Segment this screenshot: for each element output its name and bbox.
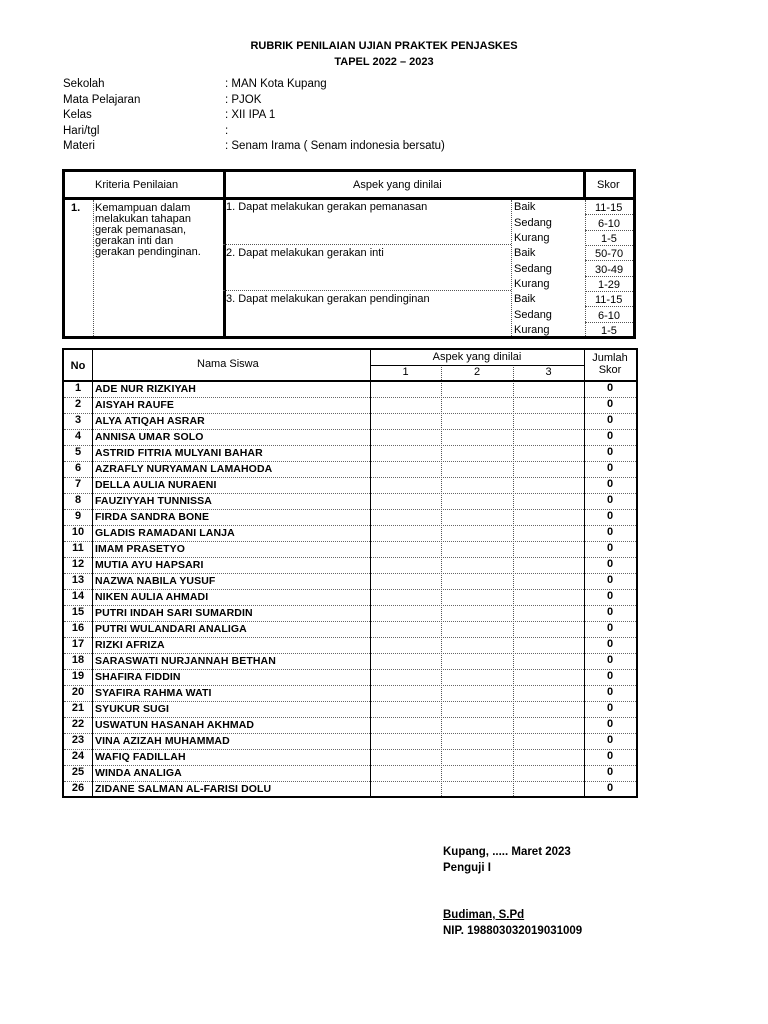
rubric-kriteria-line: melakukan tahapan: [95, 213, 192, 225]
total-score: 0: [606, 574, 614, 586]
table-row: [64, 781, 636, 797]
row-number: 9: [74, 510, 82, 522]
rubric-col-divider: [583, 172, 586, 200]
student-name: NAZWA NABILA YUSUF: [95, 575, 216, 587]
student-name: MUTIA AYU HAPSARI: [95, 559, 204, 571]
info-label: Kelas: [63, 109, 92, 121]
info-value: : MAN Kota Kupang: [225, 78, 327, 90]
total-score: 0: [606, 590, 614, 602]
rubric-kriteria-line: gerakan inti dan: [95, 235, 174, 247]
table-row: [64, 637, 636, 653]
table-row: [64, 717, 636, 733]
rubric-kriteria-line: gerak pemanasan,: [95, 224, 187, 236]
students-header-aspek-2: 2: [473, 366, 481, 378]
total-score: 0: [606, 782, 614, 794]
table-row: [64, 685, 636, 701]
student-name: USWATUN HASANAH AKHMAD: [95, 719, 255, 731]
rubric-level-score: 1-5: [601, 233, 617, 245]
row-number: 3: [74, 414, 82, 426]
rubric-level-label: Baik: [514, 293, 536, 305]
student-name: NIKEN AULIA AHMADI: [95, 591, 209, 603]
info-value: :: [225, 124, 229, 137]
rubric-dotted-row: [585, 245, 633, 246]
rubric-level-label: Kurang: [514, 232, 550, 244]
rubric-aspect-name: 1. Dapat melakukan gerakan pemanasan: [226, 201, 428, 213]
rubric-level-score: 1-5: [601, 325, 617, 337]
row-number: 6: [74, 462, 82, 474]
total-score: 0: [606, 558, 614, 570]
row-number: 21: [71, 702, 85, 714]
table-row: [64, 477, 636, 493]
info-row-materi: [63, 140, 563, 156]
table-row: [64, 605, 636, 621]
row-number: 8: [74, 494, 82, 506]
info-value: : PJOK: [225, 93, 262, 106]
rubric-dotted-row: [585, 306, 633, 307]
total-score: 0: [606, 606, 614, 618]
row-number: 2: [74, 398, 82, 410]
student-name: FIRDA SANDRA BONE: [95, 511, 210, 523]
students-header-skor: Skor: [598, 364, 622, 376]
rubric-aspect-name: 3. Dapat melakukan gerakan pendinginan: [226, 293, 430, 305]
info-row-mapel: [63, 94, 563, 110]
total-score: 0: [606, 494, 614, 506]
table-row: [64, 573, 636, 589]
rubric-number: 1.: [71, 202, 81, 214]
rubric-header-skor: Skor: [597, 179, 620, 191]
table-row: [64, 525, 636, 541]
student-name: GLADIS RAMADANI LANJA: [95, 527, 235, 539]
rubric-dotted-col: [585, 200, 586, 336]
row-number: 24: [71, 750, 85, 762]
rubric-dotted-row: [585, 260, 633, 261]
students-header-aspek: Aspek yang dinilai: [432, 351, 522, 363]
row-number: 15: [71, 606, 85, 618]
signature-place-date: Kupang, ..... Maret 2023: [443, 846, 571, 858]
total-score: 0: [606, 702, 614, 714]
student-name: AISYAH RAUFE: [95, 399, 174, 411]
rubric-level-label: Sedang: [514, 217, 552, 229]
total-score: 0: [606, 686, 614, 698]
students-header-jumlah: Jumlah: [592, 352, 628, 364]
table-row: [64, 765, 636, 781]
total-score: 0: [606, 542, 614, 554]
total-score: 0: [606, 478, 614, 490]
student-name: ADE NUR RIZKIYAH: [95, 383, 196, 395]
info-value: : Senam Irama ( Senam indonesia bersatu): [225, 140, 445, 152]
total-score: 0: [606, 430, 614, 442]
row-number: 20: [71, 686, 85, 698]
total-score: 0: [606, 622, 614, 634]
info-row-sekolah: [63, 78, 563, 94]
student-name: SYUKUR SUGI: [95, 703, 170, 715]
row-number: 23: [71, 734, 85, 746]
rubric-level-score: 11-15: [595, 294, 623, 306]
row-number: 1: [74, 382, 82, 394]
table-row: [64, 589, 636, 605]
rubric-dotted-row: [585, 230, 633, 231]
row-number: 13: [71, 574, 85, 586]
signature-name: Budiman, S.Pd: [443, 909, 525, 921]
student-name: VINA AZIZAH MUHAMMAD: [95, 735, 230, 747]
rubric-level-score: 50-70: [595, 248, 624, 260]
row-number: 11: [72, 542, 84, 554]
student-name: RIZKI AFRIZA: [95, 639, 165, 651]
rubric-kriteria-line: Kemampuan dalam: [95, 202, 191, 214]
total-score: 0: [606, 718, 614, 730]
info-row-hari: [63, 125, 563, 141]
rubric-level-label: Baik: [514, 247, 536, 259]
rubric-dotted-row: [585, 291, 633, 292]
total-score: 0: [606, 750, 614, 762]
student-name: SARASWATI NURJANNAH BETHAN: [95, 655, 276, 667]
table-row: [64, 429, 636, 445]
student-name: WINDA ANALIGA: [95, 767, 182, 779]
student-name: ASTRID FITRIA MULYANI BAHAR: [95, 447, 263, 459]
row-number: 18: [71, 654, 85, 666]
table-row: [64, 461, 636, 477]
table-row: [64, 445, 636, 461]
info-label: Mata Pelajaran: [63, 93, 141, 106]
rubric-level-label: Sedang: [514, 263, 552, 275]
row-number: 17: [71, 638, 85, 650]
student-name: SYAFIRA RAHMA WATI: [95, 687, 212, 699]
table-row: [64, 509, 636, 525]
total-score: 0: [606, 638, 614, 650]
signature-role: Penguji I: [443, 862, 491, 874]
student-name: AZRAFLY NURYAMAN LAMAHODA: [95, 463, 273, 475]
total-score: 0: [606, 462, 614, 474]
info-section: [63, 78, 563, 156]
row-number: 12: [71, 558, 85, 570]
row-number: 19: [71, 670, 85, 682]
info-label: Sekolah: [63, 78, 105, 90]
students-header-aspek-1: 1: [402, 366, 409, 378]
table-row: [64, 413, 636, 429]
rubric-table: [62, 169, 636, 339]
rubric-dotted-row: [585, 276, 633, 277]
row-number: 4: [74, 430, 82, 442]
info-label: Materi: [63, 140, 95, 152]
rubric-dotted-row: [223, 290, 511, 291]
students-header-aspek-3: 3: [545, 366, 552, 378]
student-name: PUTRI WULANDARI ANALIGA: [95, 623, 247, 635]
total-score: 0: [606, 446, 614, 458]
total-score: 0: [606, 654, 614, 666]
student-name: ALYA ATIQAH ASRAR: [95, 415, 205, 427]
rubric-level-label: Sedang: [514, 309, 552, 321]
rubric-level-label: Kurang: [514, 324, 550, 336]
student-name: DELLA AULIA NURAENI: [95, 479, 217, 491]
student-name: WAFIQ FADILLAH: [95, 751, 186, 763]
row-number: 16: [71, 622, 85, 634]
rubric-header-kriteria: Kriteria Penilaian: [95, 179, 179, 191]
table-row: [64, 541, 636, 557]
rubric-header-aspek: Aspek yang dinilai: [353, 179, 442, 191]
rubric-level-score: 1-29: [598, 279, 621, 291]
students-header-nama: Nama Siswa: [197, 358, 259, 370]
row-number: 5: [74, 446, 82, 458]
row-number: 25: [71, 766, 85, 778]
document-subtitle: TAPEL 2022 – 2023: [334, 56, 434, 68]
table-row: [64, 557, 636, 573]
total-score: 0: [606, 382, 614, 394]
total-score: 0: [606, 734, 614, 746]
rubric-dotted-col: [511, 200, 512, 336]
table-row: [64, 381, 636, 397]
table-row: [64, 669, 636, 685]
students-header-no: No: [70, 360, 86, 372]
student-name: IMAM PRASETYO: [95, 543, 185, 555]
signature-nip: NIP. 198803032019031009: [443, 925, 583, 937]
student-name: SHAFIRA FIDDIN: [95, 671, 181, 683]
student-name: ZIDANE SALMAN AL-FARISI DOLU: [95, 783, 272, 795]
total-score: 0: [606, 670, 614, 682]
info-value: : XII IPA 1: [225, 109, 276, 121]
rubric-kriteria-line: gerakan pendinginan.: [95, 246, 201, 258]
table-row: [64, 749, 636, 765]
row-number: 14: [71, 590, 85, 602]
total-score: 0: [606, 766, 614, 778]
rubric-level-score: 30-49: [595, 264, 624, 276]
students-table: [62, 348, 638, 798]
table-row: [64, 733, 636, 749]
rubric-level-label: Kurang: [514, 278, 550, 290]
row-number: 7: [74, 478, 82, 490]
student-name: ANNISA UMAR SOLO: [95, 431, 204, 443]
row-number: 26: [71, 782, 85, 794]
info-label: Hari/tgl: [63, 124, 100, 137]
student-name: PUTRI INDAH SARI SUMARDIN: [95, 607, 253, 619]
rubric-level-label: Baik: [514, 201, 536, 213]
table-row: [64, 653, 636, 669]
rubric-dotted-row: [585, 214, 633, 215]
total-score: 0: [606, 414, 614, 426]
document-title: RUBRIK PENILAIAN UJIAN PRAKTEK PENJASKES: [250, 40, 518, 52]
rubric-header-divider: [65, 197, 633, 200]
rubric-level-score: 6-10: [598, 310, 621, 322]
total-score: 0: [606, 398, 614, 410]
rubric-level-score: 6-10: [598, 218, 621, 230]
rubric-dotted-row: [585, 322, 633, 323]
table-row: [64, 701, 636, 717]
table-row: [64, 621, 636, 637]
table-row: [64, 493, 636, 509]
rubric-dotted-col: [93, 200, 94, 336]
rubric-level-score: 11-15: [595, 202, 623, 214]
rubric-dotted-row: [223, 244, 511, 245]
table-row: [64, 397, 636, 413]
total-score: 0: [606, 510, 614, 522]
student-name: FAUZIYYAH TUNNISSA: [95, 495, 212, 507]
row-number: 22: [71, 718, 85, 730]
row-number: 10: [71, 526, 85, 538]
total-score: 0: [606, 526, 614, 538]
info-row-kelas: [63, 109, 563, 125]
rubric-aspect-name: 2. Dapat melakukan gerakan inti: [226, 247, 384, 259]
